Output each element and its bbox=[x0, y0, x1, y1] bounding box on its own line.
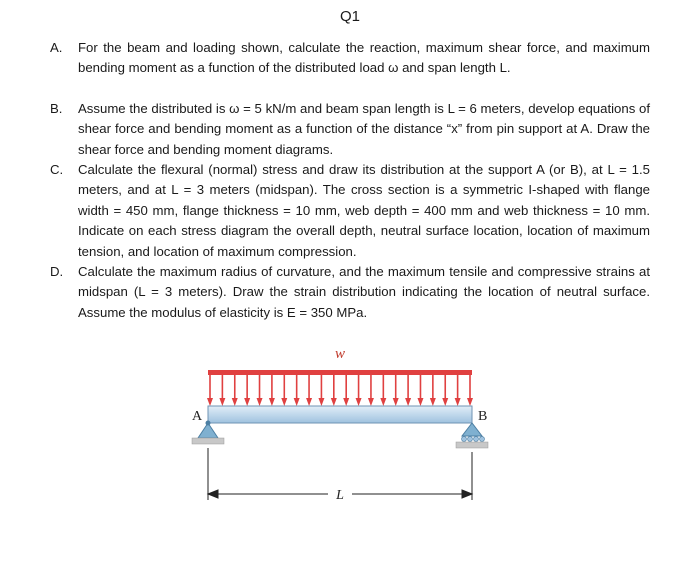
question-letter: A. bbox=[50, 40, 63, 55]
question-title: Q1 bbox=[339, 8, 360, 25]
distributed-load bbox=[207, 370, 473, 406]
pin-support-a bbox=[192, 421, 224, 445]
span-label: L bbox=[336, 488, 344, 503]
load-arrow-head bbox=[455, 398, 461, 406]
load-arrow-head bbox=[442, 398, 448, 406]
question-letter: D. bbox=[50, 264, 64, 279]
load-arrow-head bbox=[219, 398, 225, 406]
question-letter: C. bbox=[50, 162, 64, 177]
load-arrow-head bbox=[430, 398, 436, 406]
question-d bbox=[46, 262, 650, 323]
load-arrow-head bbox=[380, 398, 386, 406]
question-b bbox=[46, 99, 650, 160]
support-b-label: B bbox=[478, 409, 488, 424]
question-text: Calculate the maximum radius of curvature, and the maximum tensile and compressive strains at midspan (L = 3 meters). Draw the strain distribution indicating the location of neutral surface. Assume the modulus of elasticity is E = 350 MPa. bbox=[78, 264, 650, 320]
question-text: Assume the distributed is ω = 5 kN/m and beam span length is L = 6 meters, develop equations of shear force and bending moment as a function of the distance “x” from pin support at A. Draw the shear force and bending moment diagrams. bbox=[78, 101, 650, 157]
load-arrow-head bbox=[343, 398, 349, 406]
question-letter: B. bbox=[50, 101, 63, 116]
beam bbox=[208, 406, 472, 423]
load-arrow-head bbox=[207, 398, 213, 406]
load-label: w bbox=[334, 346, 346, 362]
load-arrow-head bbox=[244, 398, 250, 406]
load-arrow-head bbox=[417, 398, 423, 406]
question-text: For the beam and loading shown, calculate the reaction, maximum shear force, and maximum bending moment as a function of the distributed load ω and span length L. bbox=[78, 40, 650, 76]
beam-diagram bbox=[160, 330, 520, 510]
load-arrow-head bbox=[281, 398, 287, 406]
load-arrow-head bbox=[306, 398, 312, 406]
question-list bbox=[46, 38, 650, 323]
load-arrow-head bbox=[257, 398, 263, 406]
question-a bbox=[46, 38, 650, 99]
load-arrow-head bbox=[467, 398, 473, 406]
roller-support-b bbox=[456, 423, 488, 448]
load-arrow-head bbox=[269, 398, 275, 406]
support-a-label: A bbox=[192, 409, 203, 424]
load-arrow-head bbox=[405, 398, 411, 406]
load-arrow-head bbox=[331, 398, 337, 406]
load-top-bar bbox=[208, 370, 472, 375]
load-arrow-head bbox=[294, 398, 300, 406]
load-arrow-head bbox=[368, 398, 374, 406]
question-c bbox=[46, 160, 650, 262]
load-arrow-head bbox=[356, 398, 362, 406]
question-text: Calculate the flexural (normal) stress and draw its distribution at the support A (or B), at L = 1.5 meters, and at L = 3 meters (midspan). The cross section is a symmetric I-shaped with flange width = 450 mm, flange thickness = 10 mm, web depth = 400 mm and web thickness = 10 mm. Indicate on each stress diagram the overall depth, neutral surface location, location of maximum tension, and location of maximum compression. bbox=[78, 162, 650, 259]
load-arrow-head bbox=[232, 398, 238, 406]
load-arrow-head bbox=[393, 398, 399, 406]
load-arrow-head bbox=[318, 398, 324, 406]
